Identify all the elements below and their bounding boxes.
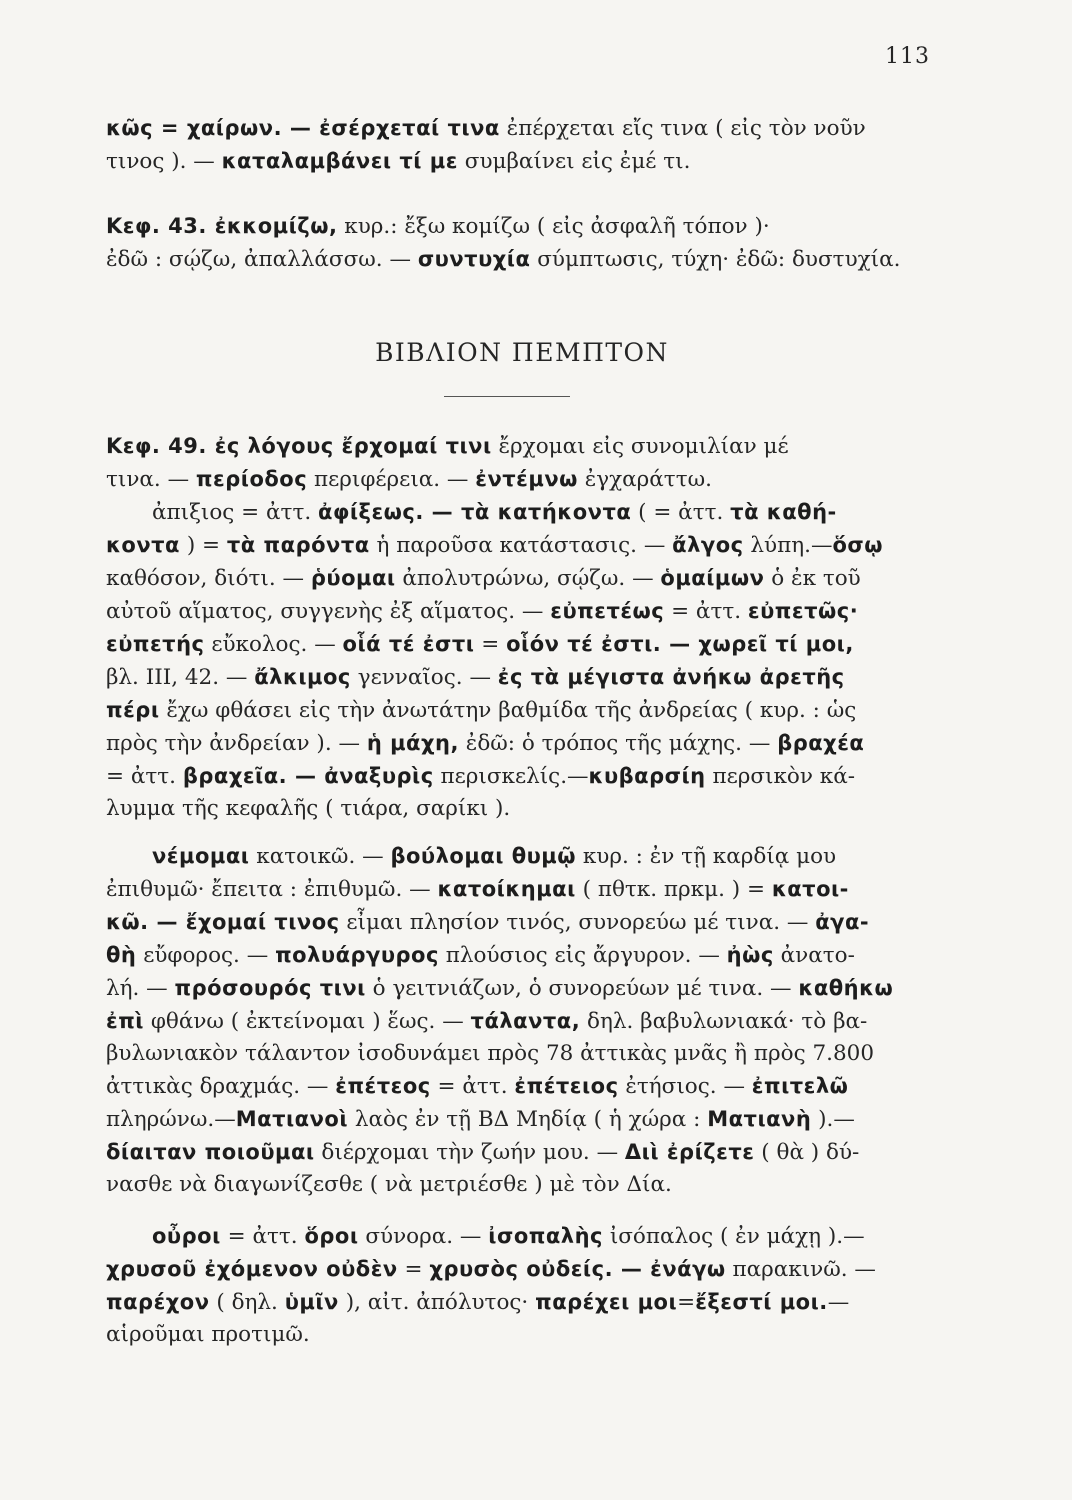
gloss: ἐδῶ: ὁ τρόπος τῆς μάχης. —: [458, 731, 778, 756]
headword: ἐς τὰ μέγιστα ἀνήκω ἀρετῆς: [497, 665, 845, 689]
gloss: ἐπέρχεται εἴς τινα ( εἰς τὸν νοῦν: [499, 116, 866, 141]
gloss: = ἀττ.: [234, 500, 319, 525]
entry-block-4: [106, 840, 938, 1201]
gloss: λύπη.—: [743, 533, 833, 558]
text-line: [106, 840, 938, 873]
gloss: =: [677, 1290, 696, 1315]
headword: καταλαμβάνει τί με: [221, 149, 458, 173]
text-line: [106, 1005, 938, 1038]
gloss: ( θὰ ) δύ-: [754, 1140, 860, 1165]
text-line: [106, 628, 938, 661]
gloss: βυλωνιακὸν τάλαντον ἰσοδυνάμει πρὸς 78 ἀττικὰς μνᾶς ἢ πρὸς 7.800: [106, 1041, 875, 1066]
gloss: ὁ ἐκ τοῦ: [764, 566, 861, 591]
gloss: ).—: [811, 1107, 855, 1132]
gloss: ( πθτκ. πρκμ. ) =: [575, 877, 772, 902]
gloss: = ἀττ.: [106, 764, 183, 789]
gloss: ( δηλ.: [209, 1290, 285, 1315]
text-line: [106, 1220, 938, 1253]
headword: τὰ παρόντα: [226, 533, 370, 557]
gloss: αἱροῦμαι: [106, 1322, 205, 1347]
gloss: πρὸς τὴν ἀνδρείαν ). —: [106, 731, 367, 756]
gloss: βλ. ΙΙΙ, 42. —: [106, 665, 255, 690]
entry-block-3: [106, 430, 938, 825]
page-number: 113: [885, 44, 930, 69]
headword: ὅροι: [304, 1224, 359, 1248]
headword: ἄλκιμος: [254, 665, 351, 689]
text-line: [106, 873, 938, 906]
headword: ἐπιτελῶ: [751, 1074, 849, 1098]
headword: χρυσοῦ ἐχόμενον οὐδὲν: [106, 1257, 398, 1281]
headword: οἷά τέ ἐστι: [342, 632, 475, 656]
headword: ῥύομαι: [310, 566, 396, 590]
gloss: ἔρχομαι εἰς συνομιλίαν μέ: [491, 434, 789, 459]
entry-block-2: [106, 210, 938, 276]
headword: ἠὼς: [726, 943, 774, 967]
headword: ὑμῖν: [284, 1290, 339, 1314]
title-rule: [444, 396, 570, 397]
headword: εὐπετής: [106, 632, 205, 656]
headword: οἷόν τέ ἐστι. — χωρεῖ τί μοι,: [506, 632, 854, 656]
headword: πρόσουρός τινι: [174, 976, 366, 1000]
gloss: ἀπολυτρώνω, σῴζω. —: [395, 566, 661, 591]
gloss: φθάνω ( ἐκτείνομαι ) ἕως. —: [143, 1009, 471, 1034]
text-line: [106, 430, 938, 463]
text-line: [106, 1103, 938, 1136]
headword: δίαιταν ποιοῦμαι: [106, 1140, 315, 1164]
headword: ἀγα-: [815, 910, 870, 934]
headword: παρέχον: [106, 1290, 210, 1314]
headword: παρέχει μοι: [535, 1290, 678, 1314]
text-line: [106, 661, 938, 694]
headword: Ματιανὴ: [707, 1107, 812, 1131]
headword: κατοι-: [771, 877, 849, 901]
headword: πολυάργυρος: [275, 943, 439, 967]
text-line: [106, 112, 938, 145]
headword: νέμομαι: [152, 844, 250, 868]
headword: κοντα: [106, 533, 180, 557]
text-line: [106, 1319, 938, 1351]
headword: θὴ: [106, 943, 137, 967]
gloss: λυμμα τῆς κεφαλῆς ( τιάρα, σαρίκι ).: [106, 796, 511, 821]
text-line: [106, 496, 938, 529]
text-line: [106, 939, 938, 972]
gloss: = ἀττ.: [220, 1224, 305, 1249]
headword: τάλαντα,: [470, 1009, 581, 1033]
gloss: ) =: [179, 533, 227, 558]
gloss: συμβαίνει εἰς ἐμέ τι.: [457, 149, 691, 174]
gloss: αὐτοῦ αἵματος, συγγενὴς ἐξ αἵματος. —: [106, 599, 551, 624]
text-line: [106, 727, 938, 760]
gloss: λή. —: [106, 976, 175, 1001]
text-line: [106, 760, 938, 793]
headword: Ματιανοὶ: [235, 1107, 349, 1131]
gloss: ἐγχαράττω.: [577, 467, 712, 492]
text-line: [106, 529, 938, 562]
gloss: —: [827, 1290, 850, 1315]
gloss: κατοικῶ. —: [249, 844, 391, 869]
gloss: ἐτήσιος. —: [618, 1074, 752, 1099]
headword: πέρι: [106, 698, 160, 722]
gloss: πλούσιος εἰς ἄργυρον. —: [438, 943, 727, 968]
headword: ἄλγος: [672, 533, 744, 557]
headword: βούλομαι θυμῷ: [390, 844, 577, 868]
gloss: σύνορα. —: [358, 1224, 489, 1249]
headword: συντυχία: [417, 247, 531, 271]
gloss: κυρ.: ἔξω κομίζω ( εἰς ἀσφαλῆ τόπον )·: [337, 214, 770, 239]
text-line: [106, 1070, 938, 1103]
headword: ἐπέτεος: [335, 1074, 431, 1098]
gloss: ἀνατο-: [773, 943, 855, 968]
text-line: [106, 1286, 938, 1319]
entry-block-5: [106, 1220, 938, 1351]
gloss: ἐπιθυμῶ· ἔπειτα : ἐπιθυμῶ. —: [106, 877, 438, 902]
text-line: [106, 243, 938, 276]
headword: ἀφίξεως. — τὰ κατήκοντα: [318, 500, 632, 524]
gloss: λαὸς ἐν τῇ ΒΔ Μηδίᾳ ( ἡ χώρα :: [348, 1107, 708, 1132]
text-line: [106, 906, 938, 939]
headword: κατοίκημαι: [437, 877, 576, 901]
gloss: ὁ γειτνιάζων, ὁ συνορεύων μέ τινα. —: [365, 976, 799, 1001]
gloss: εἶμαι πλησίον τινός, συνορεύω μέ τινα. —: [339, 910, 816, 935]
headword: ὅσῳ: [832, 533, 884, 557]
headword: καθήκω: [798, 976, 894, 1000]
text-line: [106, 595, 938, 628]
gloss: προτιμῶ.: [204, 1322, 310, 1347]
headword: κῶ. — ἔχομαί τινος: [106, 910, 340, 934]
headword: κυβαρσίη: [588, 764, 706, 788]
headword: κῶς = χαίρων. — ἐσέρχεταί τινα: [106, 116, 500, 140]
headword: χρυσὸς οὐδείς. — ἐνάγω: [429, 1257, 726, 1281]
text-line: [106, 1038, 938, 1070]
headword: ἐπὶ: [106, 1009, 144, 1033]
headword: εὐπετῶς·: [747, 599, 859, 623]
gloss: τινος ). —: [106, 149, 222, 174]
headword: ἔξεστί μοι.: [695, 1290, 828, 1314]
headword: Διὶ ἐρίζετε: [624, 1140, 755, 1164]
text-line: [106, 1169, 938, 1201]
gloss: σύμπτωσις, τύχη· ἐδῶ: δυστυχία.: [530, 247, 901, 272]
gloss: ( = ἀττ.: [631, 500, 731, 525]
gloss: ἐδῶ : σῴζω, ἀπαλλάσσω. —: [106, 247, 418, 272]
gloss: τινα. —: [106, 467, 196, 492]
text-line: [106, 1136, 938, 1169]
headword: βραχεῖα. — ἀναξυρὶς: [182, 764, 434, 788]
gloss: παρακινῶ. —: [725, 1257, 876, 1282]
gloss: = ἀττ.: [430, 1074, 515, 1099]
headword: περίοδος: [195, 467, 308, 491]
gloss: εὔκολος. —: [204, 632, 343, 657]
headword: ἐπέτειος: [514, 1074, 619, 1098]
headword: βραχέα: [777, 731, 865, 755]
text-line: [106, 145, 938, 178]
gloss: ἀπιξιος: [152, 500, 235, 525]
gloss: περισκελίς.—: [433, 764, 589, 789]
book-title: ΒΙΒΛΙΟΝ ΠΕΜΠΤΟΝ: [375, 338, 669, 367]
headword: οὖροι: [152, 1224, 221, 1248]
headword: ὁμαίμων: [660, 566, 765, 590]
gloss: περιφέρεια. —: [307, 467, 476, 492]
gloss: = ἀττ.: [664, 599, 748, 624]
gloss: πληρώνω.—: [106, 1107, 236, 1132]
text-line: [106, 463, 938, 496]
headword: ἰσοπαλὴς: [488, 1224, 603, 1248]
gloss: εὔφορος. —: [136, 943, 276, 968]
text-line: [106, 793, 938, 825]
text-line: [106, 562, 938, 595]
headword: τὰ καθή-: [730, 500, 837, 524]
headword: Κεφ. 43. ἐκκομίζω,: [106, 214, 338, 238]
headword: εὐπετέως: [550, 599, 665, 623]
gloss: καθόσον, διότι. —: [106, 566, 311, 591]
headword: Κεφ. 49. ἐς λόγους ἔρχομαί τινι: [106, 434, 492, 458]
headword: ἐντέμνω: [475, 467, 578, 491]
gloss: =: [474, 632, 507, 657]
entry-block-1: [106, 112, 938, 178]
gloss: ), αἰτ. ἀπόλυτος·: [338, 1290, 536, 1315]
gloss: =: [397, 1257, 430, 1282]
gloss: ἰσόπαλος ( ἐν μάχῃ ).—: [602, 1224, 865, 1249]
headword: ἡ μάχη,: [366, 731, 459, 755]
gloss: περσικὸν κά-: [705, 764, 855, 789]
gloss: νασθε νὰ διαγωνίζεσθε ( νὰ μετριέσθε ) μὲ τὸν Δία.: [106, 1172, 672, 1197]
text-line: [106, 972, 938, 1005]
text-line: [106, 1253, 938, 1286]
gloss: ἔχω φθάσει εἰς τὴν ἀνωτάτην βαθμίδα τῆς ἀνδρείας ( κυρ. : ὡς: [159, 698, 857, 723]
text-line: [106, 694, 938, 727]
gloss: διέρχομαι τὴν ζωήν μου. —: [314, 1140, 625, 1165]
gloss: γενναῖος. —: [350, 665, 498, 690]
gloss: δηλ. βαβυλωνιακά· τὸ βα-: [580, 1009, 868, 1034]
gloss: κυρ. : ἐν τῇ καρδίᾳ μου: [576, 844, 837, 869]
gloss: ἡ παροῦσα κατάστασις. —: [369, 533, 673, 558]
text-line: [106, 210, 938, 243]
gloss: ἀττικὰς δραχμάς. —: [106, 1074, 336, 1099]
